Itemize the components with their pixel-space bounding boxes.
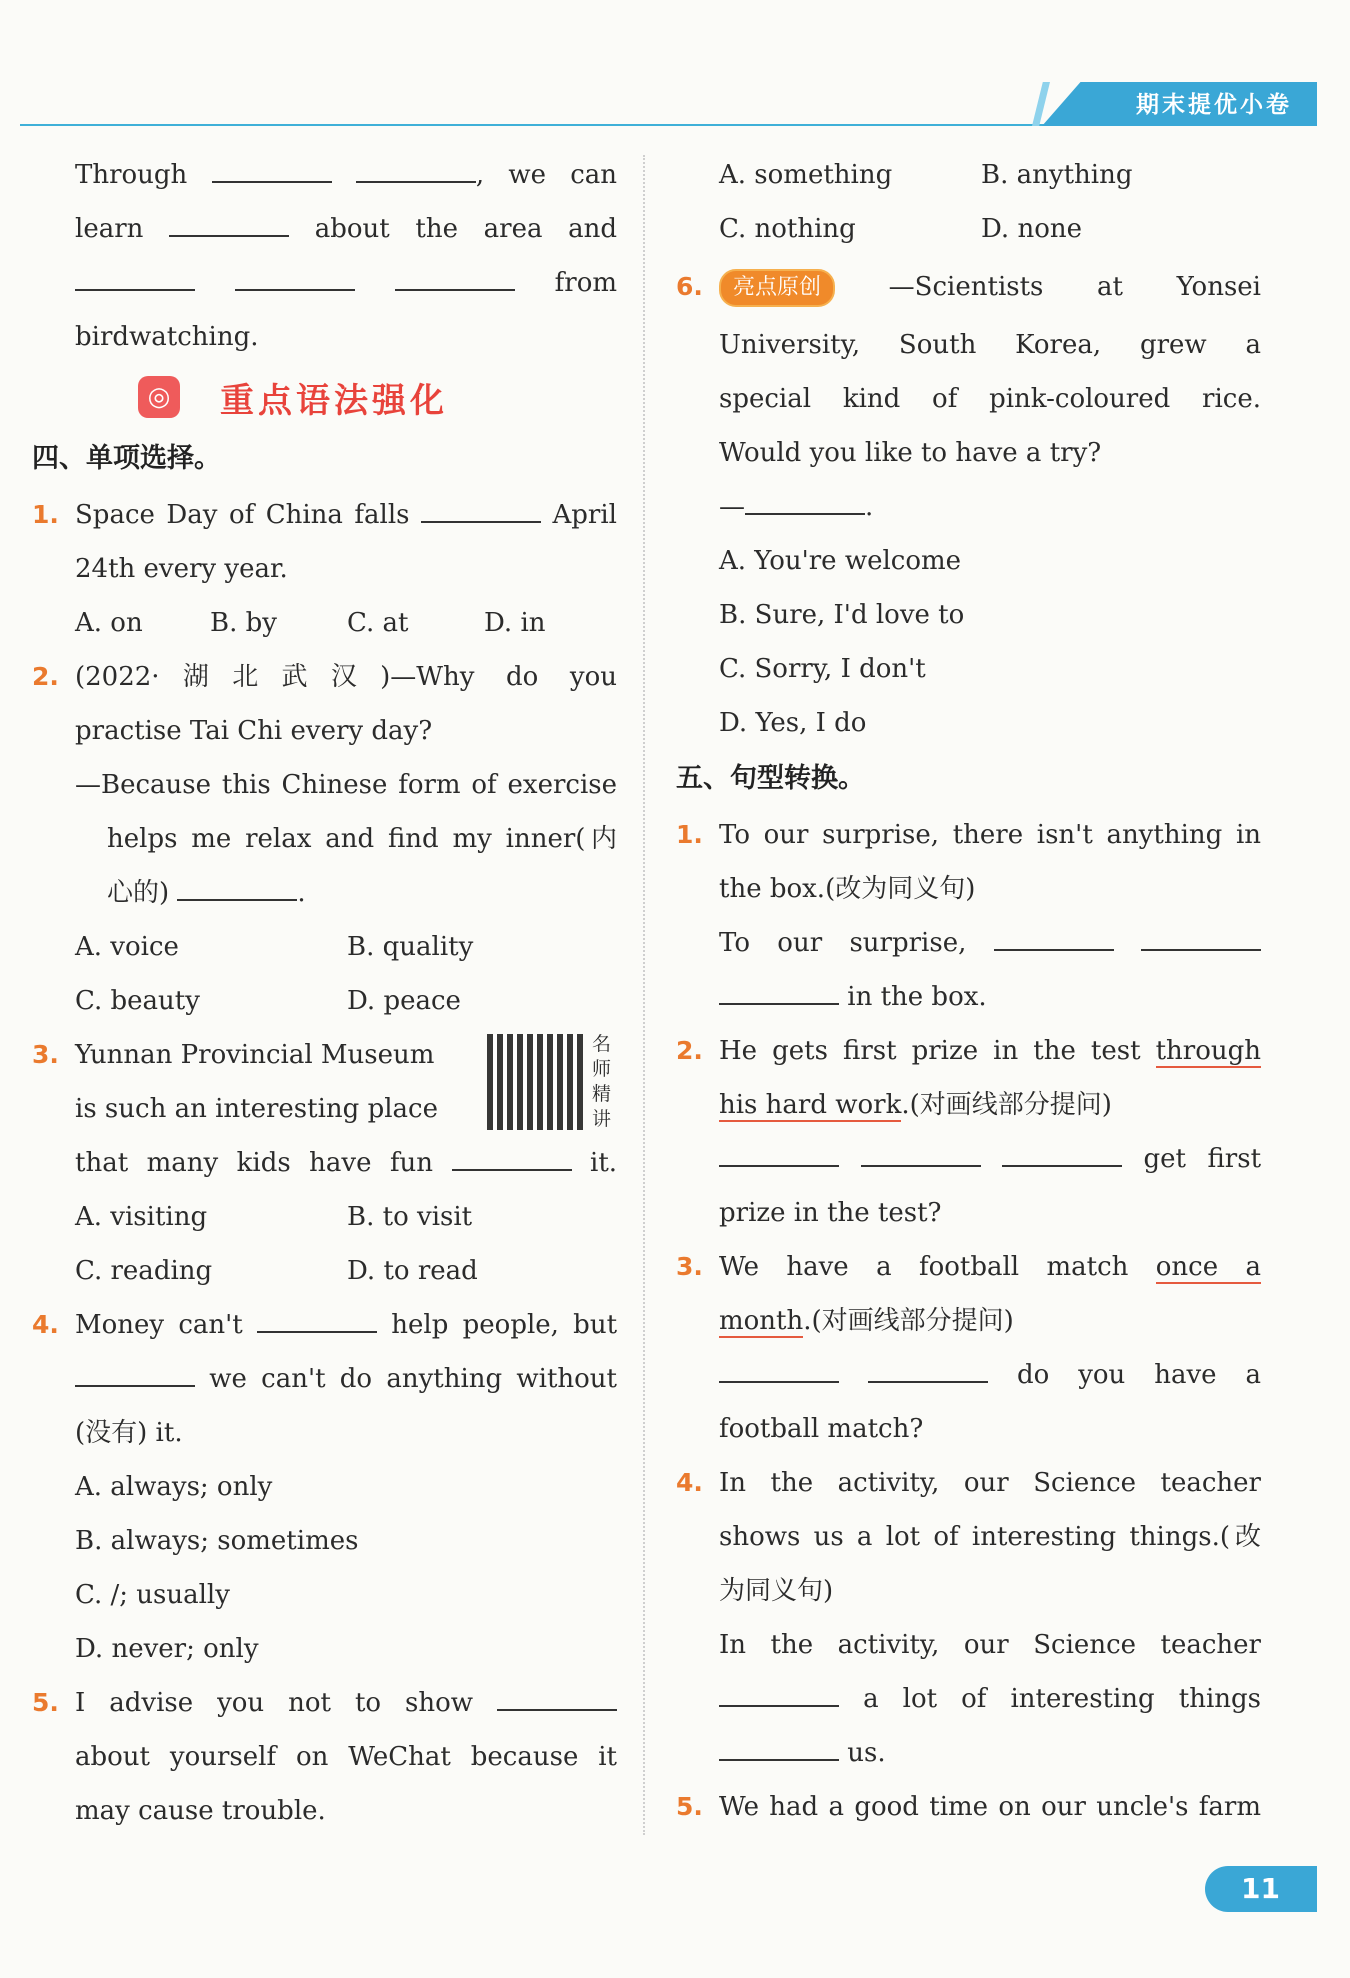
text-line: Through , we can xyxy=(75,160,618,190)
option[interactable]: B. to visit xyxy=(347,1202,473,1232)
left-column xyxy=(32,148,617,1838)
section-title: 五、句型转换。 xyxy=(676,763,865,794)
options xyxy=(676,148,1261,202)
original-badge: 亮点原创 xyxy=(719,269,835,307)
question-line: 24th every year. xyxy=(75,554,288,584)
option[interactable]: D. never; only xyxy=(75,1634,259,1664)
text-line: learn about the area and xyxy=(75,214,618,244)
option[interactable]: D. in xyxy=(484,608,546,638)
question-line: get first xyxy=(676,1132,1261,1186)
question-line: Would you like to have a try? xyxy=(719,438,1102,468)
question-line: 3. Yunnan Provincial Museum xyxy=(32,1040,435,1070)
option[interactable]: D. peace xyxy=(347,986,461,1016)
option[interactable]: C. beauty xyxy=(75,986,200,1016)
question-line: prize in the test? xyxy=(719,1198,942,1228)
question-6: 6. 亮点原创 —Scientists at Yonsei xyxy=(676,256,1261,318)
question-line: 为同义句) xyxy=(719,1576,834,1606)
target-icon: ◎ xyxy=(138,376,180,418)
qr-code-icon[interactable] xyxy=(487,1034,583,1130)
option[interactable]: A. on xyxy=(75,608,143,638)
question-line: a lot of interesting things xyxy=(676,1672,1261,1726)
question-4: 4. Money can't help people, but xyxy=(32,1310,618,1340)
question-line: month.(对画线部分提问) xyxy=(719,1306,1014,1336)
option[interactable]: A. voice xyxy=(75,932,179,962)
question-line: that many kids have fun it. xyxy=(75,1148,618,1178)
text-line: birdwatching. xyxy=(75,322,259,352)
question-line: we can't do anything without xyxy=(32,1352,617,1406)
sentence-1: 1. To our surprise, there isn't anything in xyxy=(676,820,1261,850)
question-line: his hard work.(对画线部分提问) xyxy=(719,1090,1112,1120)
options xyxy=(32,1190,617,1244)
question-1: 1. Space Day of China falls April xyxy=(32,500,617,530)
question-line: us. xyxy=(676,1726,1261,1780)
question-5: 5. I advise you not to show xyxy=(32,1676,617,1730)
sentence-3: 3. We have a football match once a xyxy=(676,1252,1262,1282)
option[interactable]: B. anything xyxy=(981,160,1133,190)
options xyxy=(32,920,617,974)
question-line: helps me relax and find my inner(内 xyxy=(107,824,617,854)
option[interactable]: C. nothing xyxy=(719,214,856,244)
option[interactable]: A. You're welcome xyxy=(719,546,962,576)
focus-title: 重点语法强化 xyxy=(220,380,448,421)
options xyxy=(32,596,617,650)
sentence-5: 5. We had a good time on our uncle's farm xyxy=(676,1792,1261,1822)
question-line: shows us a lot of interesting things.(改 xyxy=(719,1522,1261,1552)
question-line: To our surprise, xyxy=(676,916,1261,970)
question-2: 2. (2022·湖北武汉)—Why do you xyxy=(32,662,617,692)
section-title: 四、单项选择。 xyxy=(32,443,221,474)
question-line: the box.(改为同义句) xyxy=(719,874,976,904)
option[interactable]: D. none xyxy=(981,214,1082,244)
option[interactable]: A. always; only xyxy=(75,1472,273,1502)
question-line: in the box. xyxy=(676,970,1261,1024)
option[interactable]: B. by xyxy=(210,608,277,638)
column-divider xyxy=(643,155,645,1835)
right-column xyxy=(676,148,1261,1834)
question-line: football match? xyxy=(719,1414,924,1444)
question-line: —Because this Chinese form of exercise xyxy=(75,770,617,800)
header-tag-text: 期末提优小卷 xyxy=(1136,92,1292,118)
options xyxy=(32,974,617,1028)
question-line: (没有) it. xyxy=(75,1418,183,1448)
options xyxy=(676,202,1261,256)
option[interactable]: A. visiting xyxy=(75,1202,208,1232)
option[interactable]: D. to read xyxy=(347,1256,478,1286)
question-line: do you have a xyxy=(676,1348,1261,1402)
option[interactable]: D. Yes, I do xyxy=(719,708,867,738)
option[interactable]: C. at xyxy=(347,608,409,638)
options xyxy=(32,1244,617,1298)
question-line: may cause trouble. xyxy=(75,1796,326,1826)
option[interactable]: A. something xyxy=(719,160,893,190)
text-line: from xyxy=(32,256,617,310)
option[interactable]: B. quality xyxy=(347,932,474,962)
question-line: about yourself on WeChat because it xyxy=(75,1742,617,1772)
question-line: is such an interesting place xyxy=(75,1094,438,1124)
option[interactable]: B. Sure, I'd love to xyxy=(719,600,965,630)
option[interactable]: C. Sorry, I don't xyxy=(719,654,926,684)
question-line: — . xyxy=(719,492,874,522)
option[interactable]: C. reading xyxy=(75,1256,213,1286)
question-line: 心的) . xyxy=(107,878,306,908)
option[interactable]: B. always; sometimes xyxy=(75,1526,359,1556)
option[interactable]: C. /; usually xyxy=(75,1580,230,1610)
sentence-2: 2. He gets first prize in the test through xyxy=(676,1036,1261,1066)
header-stripe xyxy=(1032,82,1050,126)
question-line: special kind of pink-coloured rice. xyxy=(719,384,1261,414)
question-3 xyxy=(32,1028,617,1136)
focus-heading xyxy=(32,364,617,430)
page-number: 11 xyxy=(1241,1872,1280,1905)
sentence-4: 4. In the activity, our Science teacher xyxy=(676,1468,1261,1498)
question-line: University, South Korea, grew a xyxy=(719,330,1261,360)
qr-label: 名师精讲 xyxy=(592,1033,612,1130)
question-line: practise Tai Chi every day? xyxy=(75,716,433,746)
question-line: In the activity, our Science teacher xyxy=(719,1630,1261,1660)
